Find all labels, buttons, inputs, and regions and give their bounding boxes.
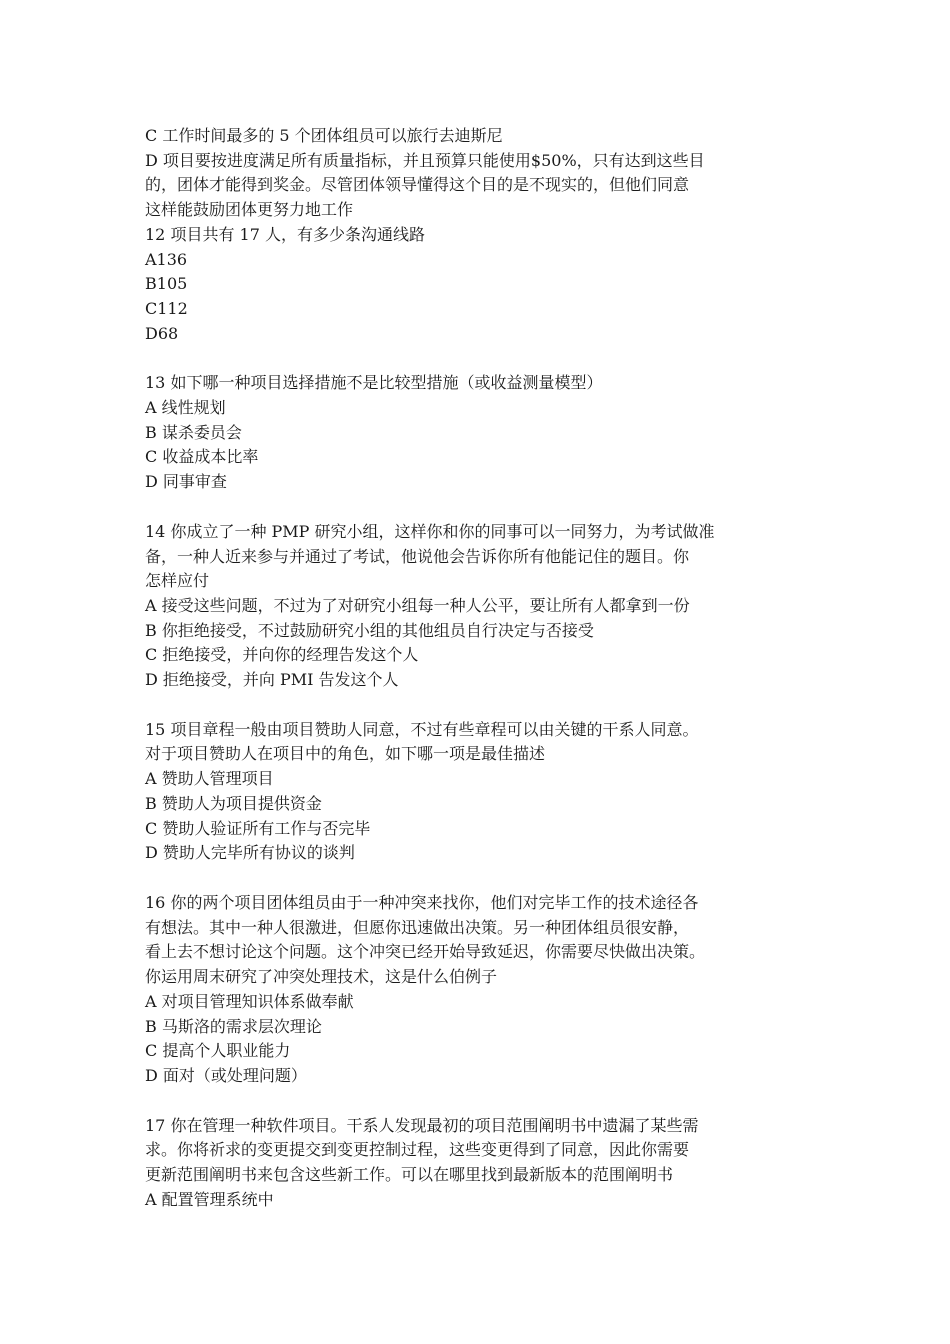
question-text: 16 你的两个项目团体组员由于一种冲突来找你，他们对完毕工作的技术途径各	[145, 892, 699, 912]
option-line: D 赞助人完毕所有协议的谈判	[145, 843, 355, 863]
document-page	[145, 124, 825, 1212]
option-line: D68	[145, 323, 179, 343]
question-text: 对于项目赞助人在项目中的角色，如下哪一项是最佳描述	[145, 744, 546, 764]
option-line: B105	[145, 274, 188, 294]
option-line: A 线性规划	[145, 398, 226, 418]
question-text: 更新范围阐明书来包含这些新工作。可以在哪里找到最新版本的范围阐明书	[145, 1165, 674, 1185]
option-line: D 拒绝接受，并向 PMI 告发这个人	[145, 670, 399, 690]
option-line: A 配置管理系统中	[145, 1189, 274, 1209]
option-line: B 马斯洛的需求层次理论	[145, 1016, 322, 1036]
option-line: C 拒绝接受，并向你的经理告发这个人	[145, 645, 419, 665]
option-line: D 同事审查	[145, 472, 227, 492]
option-line: D 面对（或处理问题）	[145, 1065, 307, 1085]
option-line: A 赞助人管理项目	[145, 769, 274, 789]
question-block-16	[145, 891, 825, 1089]
option-line: B 赞助人为项目提供资金	[145, 793, 322, 813]
option-line: C 赞助人验证所有工作与否完毕	[145, 818, 371, 838]
question-block-13	[145, 371, 825, 495]
option-line: A 接受这些问题，不过为了对研究小组每一种人公平，要让所有人都拿到一份	[145, 595, 690, 615]
question-text: 15 项目章程一般由项目赞助人同意，不过有些章程可以由关键的干系人同意。	[145, 719, 699, 739]
question-block-14	[145, 520, 825, 693]
question-block-15	[145, 718, 825, 866]
option-line: A136	[145, 249, 188, 269]
option-line: B 谋杀委员会	[145, 422, 242, 442]
option-line: A 对项目管理知识体系做奉献	[145, 991, 354, 1011]
question-text: 12 项目共有 17 人，有多少条沟通线路	[145, 224, 425, 244]
question-text: 17 你在管理一种软件项目。干系人发现最初的项目范围阐明书中遗漏了某些需	[145, 1115, 699, 1135]
question-text: 怎样应付	[145, 571, 210, 591]
question-text: 备，一种人近来参与并通过了考试，他说他会告诉你所有他能记住的题目。你	[145, 546, 690, 566]
option-line: 的，团体才能得到奖金。尽管团体领导懂得这个目的是不现实的，但他们同意	[145, 175, 690, 195]
question-text: 13 如下哪一种项目选择措施不是比较型措施（或收益测量模型）	[145, 373, 603, 393]
option-line: B 你拒绝接受，不过鼓励研究小组的其他组员自行决定与否接受	[145, 620, 594, 640]
question-text: 求。你将祈求的变更提交到变更控制过程，这些变更得到了同意，因此你需要	[145, 1140, 690, 1160]
question-block-11-tail	[145, 124, 825, 346]
option-line: 这样能鼓励团体更努力地工作	[145, 200, 354, 220]
option-line: C 提高个人职业能力	[145, 1041, 291, 1061]
question-text: 你运用周末研究了冲突处理技术，这是什么伯例子	[145, 967, 498, 987]
question-block-17	[145, 1114, 825, 1213]
option-line: C 工作时间最多的 5 个团体组员可以旅行去迪斯尼	[145, 126, 503, 145]
option-line: C 收益成本比率	[145, 447, 259, 467]
option-line: D 项目要按进度满足所有质量指标，并且预算只能使用$50%，只有达到这些目	[145, 150, 705, 170]
question-text: 看上去不想讨论这个问题。这个冲突已经开始导致延迟，你需要尽快做出决策。	[145, 942, 706, 962]
question-text: 14 你成立了一种 PMP 研究小组，这样你和你的同事可以一同努力，为考试做准	[145, 521, 715, 541]
option-line: C112	[145, 298, 188, 318]
question-text: 有想法。其中一种人很激进，但愿你迅速做出决策。另一种团体组员很安静，	[145, 917, 690, 937]
